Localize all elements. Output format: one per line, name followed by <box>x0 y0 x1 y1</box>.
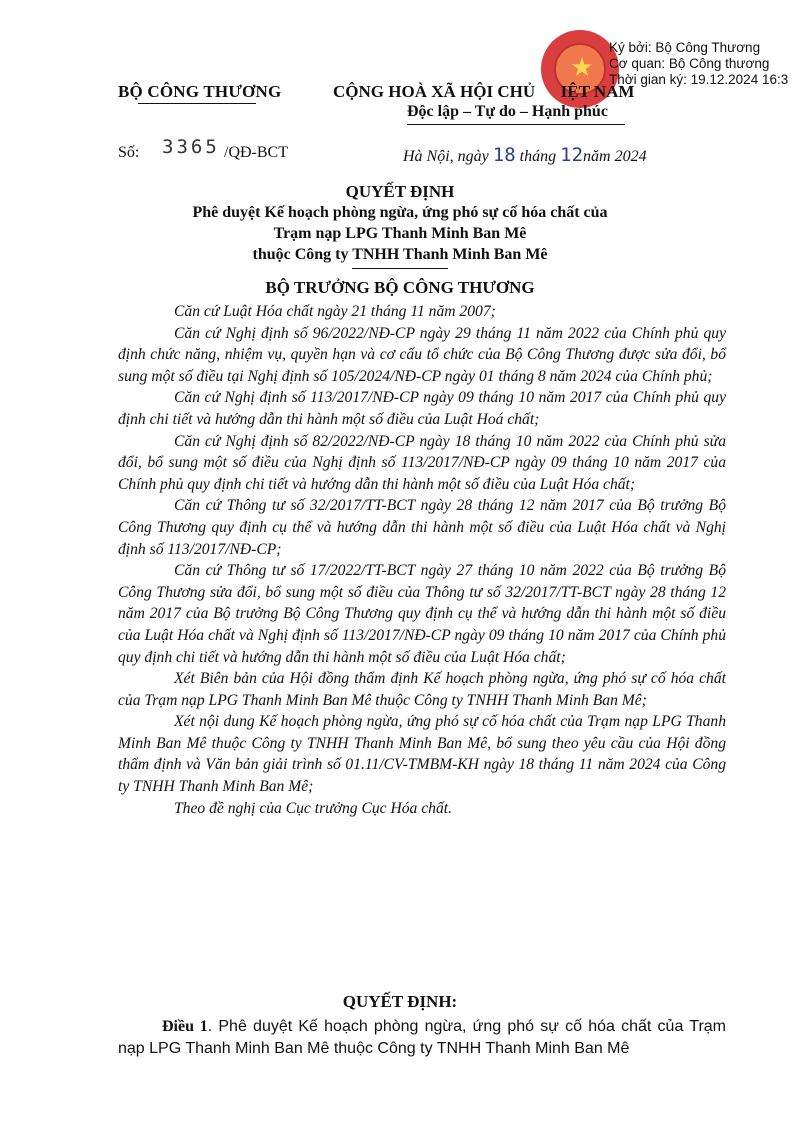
signature-time: Thời gian ký: 19.12.2024 16:3 <box>609 72 789 87</box>
date-part2: tháng <box>515 148 561 165</box>
article-1-text: . Phê duyệt Kế hoạch phòng ngừa, ứng phó sự cố hóa chất của Trạm nạp LPG Thanh Minh Ban Mê thuộc Công ty TNHH Thanh Minh Ban Mê <box>118 1018 726 1057</box>
preamble-paragraph: Căn cứ Nghị định số 96/2022/NĐ-CP ngày 29 tháng 11 năm 2022 của Chính phủ quy định chức năng, nhiệm vụ, quyền hạn và cơ cấu tổ chức của Bộ Công Thương được sửa đổi, bổ sung một số điều tại Nghị định số 105/2024/NĐ-CP ngày 01 tháng 8 năm 2024 của Chính phủ; <box>118 324 726 385</box>
date-part1: Hà Nội, ngày <box>403 148 493 165</box>
article-1-label: Điều 1 <box>162 1018 208 1035</box>
subtitle-line-2: Trạm nạp LPG Thanh Minh Ban Mê <box>273 225 527 242</box>
date-part3: năm 2024 <box>583 148 647 165</box>
subtitle-line-1: Phê duyệt Kế hoạch phòng ngừa, ứng phó sự cố hóa chất của <box>192 204 608 221</box>
doc-number-suffix: /QĐ-BCT <box>224 144 288 161</box>
date-day: 18 <box>492 144 516 166</box>
subtitle-underline <box>352 268 448 269</box>
doc-number: 3365 <box>162 136 220 158</box>
preamble-paragraph: Căn cứ Luật Hóa chất ngày 21 tháng 11 năm 2007; <box>174 303 496 320</box>
preamble-paragraph: Xét Biên bản của Hội đồng thẩm định Kế hoạch phòng ngừa, ứng phó sự cố hóa chất của Trạm nạp LPG Thanh Minh Ban Mê thuộc Công ty TNHH Thanh Minh Ban Mê; <box>118 670 726 709</box>
decision-heading: QUYẾT ĐỊNH: <box>342 992 458 1011</box>
republic-name: CỘNG HOÀ XÃ HỘI CHỦ IỆT NAM <box>333 82 635 101</box>
signature-agency: Cơ quan: Bộ Công thương <box>609 56 770 71</box>
document-title: QUYẾT ĐỊNH <box>345 182 455 201</box>
preamble-paragraph: Theo đề nghị của Cục trưởng Cục Hóa chất. <box>174 799 452 817</box>
motto-underline <box>407 124 625 125</box>
preamble-paragraph: Xét nội dung Kế hoạch phòng ngừa, ứng phó sự cố hóa chất của Trạm nạp LPG Thanh Minh Ban Mê thuộc Công ty TNHH Thanh Minh Ban Mê, bổ sung theo yêu cầu của Hội đồng thẩm định và Văn bản giải trình số 01.11/CV-TMBM-KH ngày 18 tháng 11 năm 2024 của Công ty TNHH Thanh Minh Ban Mê; <box>118 713 726 796</box>
issuing-ministry: BỘ CÔNG THƯƠNG <box>118 82 282 101</box>
preamble-paragraph: Căn cứ Nghị định số 82/2022/NĐ-CP ngày 18 tháng 10 năm 2022 của Chính phủ sửa đổi, bổ sung một số điều của Nghị định số 113/2017/NĐ-CP ngày 09 tháng 10 năm 2017 của Chính phủ quy định chi tiết và hướng dẫn thi hành một số điều của Luật Hóa chất; <box>118 432 726 493</box>
national-motto: Độc lập – Tự do – Hạnh phúc <box>407 103 608 120</box>
date-month: 12 <box>560 144 584 166</box>
date-line <box>403 144 647 166</box>
signature-signed-by: Ký bởi: Bộ Công Thương <box>609 40 761 55</box>
preamble-paragraph: Căn cứ Nghị định số 113/2017/NĐ-CP ngày 09 tháng 10 năm 2017 của Chính phủ quy định chi tiết và hướng dẫn thi hành một số điều của Luật Hoá chất; <box>118 389 726 428</box>
preamble-paragraph: Căn cứ Thông tư số 32/2017/TT-BCT ngày 28 tháng 12 năm 2017 của Bộ trưởng Bộ Công Thương quy định cụ thể và hướng dẫn thi hành một số điều của Luật Hóa chất và Nghị định số 113/2017/NĐ-CP; <box>118 497 726 558</box>
preamble-paragraph: Căn cứ Thông tư số 17/2022/TT-BCT ngày 27 tháng 10 năm 2022 của Bộ trưởng Bộ Công Thương sửa đổi, bổ sung một số điều của Thông tư số 32/2017/TT-BCT ngày 28 tháng 12 năm 2017 của Bộ trưởng Bộ Công Thương quy định cụ thể và hướng dẫn thi hành một số điều của Luật Hóa chất và Nghị định số 113/2017/NĐ-CP ngày 09 tháng 10 năm 2017 của Chính phủ quy định chi tiết và hướng dẫn thi hành một số điều của Luật Hóa chất; <box>118 562 726 666</box>
doc-number-prefix: Số: <box>118 144 140 161</box>
digital-signature <box>609 40 788 88</box>
preamble <box>118 301 726 819</box>
issuing-authority: BỘ TRƯỞNG BỘ CÔNG THƯƠNG <box>265 278 535 297</box>
star-icon: ★ <box>570 53 594 83</box>
subtitle-line-3: thuộc Công ty TNHH Thanh Minh Ban Mê <box>252 246 548 263</box>
article-1 <box>118 1016 726 1060</box>
ministry-underline <box>138 103 256 104</box>
